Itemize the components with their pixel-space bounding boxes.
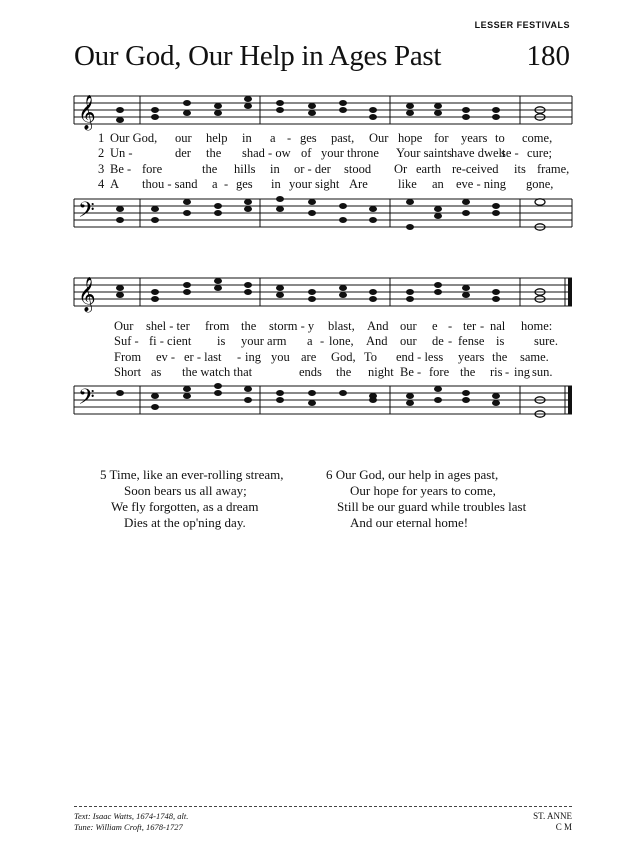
stanza-5: [100, 467, 284, 531]
system2-treble-notes: [116, 278, 500, 302]
hymn-number: 180: [526, 40, 570, 72]
verse-1-line: 1 Our God, our help in a - ges past, Our hope for years to come,: [98, 131, 553, 145]
section-label: LESSER FESTIVALS: [474, 20, 570, 30]
tune-name: ST. ANNE: [533, 811, 572, 821]
stanza-number: 6: [326, 467, 333, 482]
tune-info: [533, 811, 572, 833]
verse-1-line: Our shel - ter from the storm - y blast, And our e - ter - nal home:: [114, 319, 553, 333]
hymn-title: Our God, Our Help in Ages Past: [74, 40, 442, 72]
stanza-line: 6 Our God, our help in ages past,: [326, 467, 499, 482]
stanza-line: And our eternal home!: [350, 515, 469, 530]
stanza-line: Still be our guard while troubles last: [337, 499, 527, 514]
treble-clef-icon: 𝄞: [78, 277, 96, 312]
stanza-line: Soon bears us all away;: [124, 483, 247, 498]
verse-3-line: From ev - er - last - ing you are God, To end - less years the same.: [114, 349, 549, 364]
tune-credit: Tune: William Croft, 1678-1727: [74, 822, 183, 832]
verse-number: 2: [98, 146, 105, 161]
system2-bass-notes: [116, 383, 500, 410]
verse-2-line: Suf - fi - cient is your arm a - lone, And our de - fense is sure.: [114, 334, 558, 349]
credits: [74, 811, 188, 833]
system1-lyrics: [74, 131, 574, 193]
system2-bass-staff: [0, 380, 640, 430]
stanza-6: [326, 467, 526, 531]
verse-4-line: Short as the watch that ends the night Be - fore the ris - ing sun.: [114, 365, 553, 380]
system1-bass-staff: [0, 193, 640, 243]
stanza-line: Our hope for years to come,: [350, 483, 496, 498]
stanza-line: 5 Time, like an ever-rolling stream,: [100, 467, 284, 482]
verse-number: 1: [98, 131, 105, 145]
stanza-line: We fly forgotten, as a dream: [111, 499, 259, 514]
verse-4-line: 4 A thou - sand a - ges in your sight Are like an eve - ning gone,: [98, 177, 554, 192]
tune-meter: C M: [555, 822, 572, 832]
bass-clef-icon: 𝄢: [78, 385, 95, 415]
verse-3-line: 3 Be - fore the hills in or - der stood Or earth re-ceived its frame,: [98, 161, 570, 176]
bass-clef-icon: 𝄢: [78, 198, 95, 228]
verse-number: 4: [98, 177, 105, 192]
system2-treble-staff: [0, 272, 640, 322]
treble-clef-icon: 𝄞: [78, 95, 96, 130]
text-credit: Text: Isaac Watts, 1674-1748, alt.: [74, 811, 189, 821]
verse-2-line: 2 Un - der the shad - ow of your throne Your saints have dwelt se - cure;: [98, 146, 552, 161]
stanza-number: 5: [100, 467, 107, 482]
verse-number: 3: [98, 161, 105, 176]
stanza-line: Dies at the op'ning day.: [124, 515, 246, 530]
footer-divider: [74, 806, 572, 807]
system2-lyrics: [74, 319, 574, 381]
